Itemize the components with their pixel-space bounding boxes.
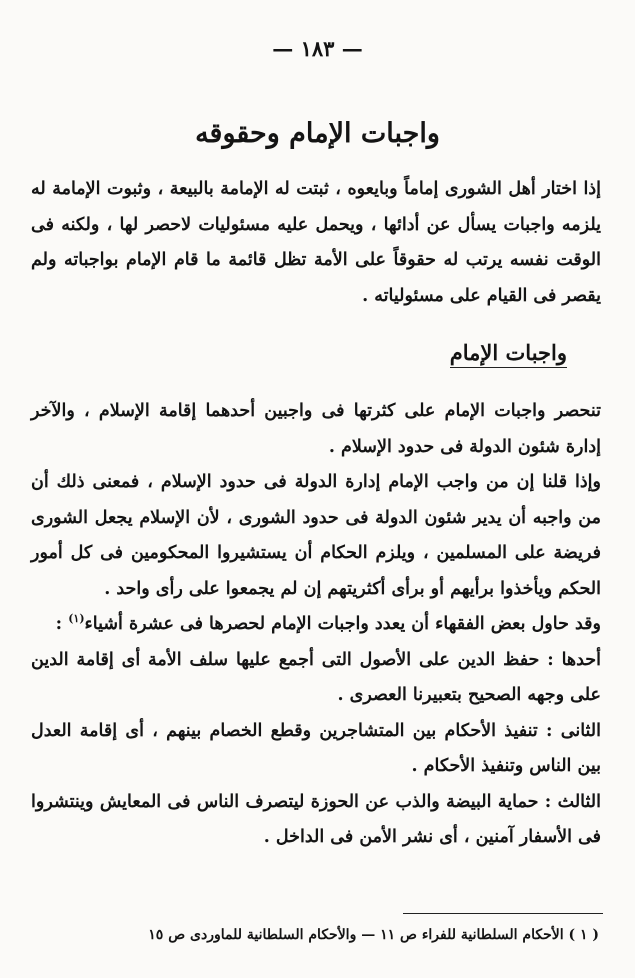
section-heading: واجبات الإمام xyxy=(450,340,567,368)
paragraph-shura xyxy=(31,465,601,607)
paragraph-text: أحدها : حفظ الدين على الأصول التى أجمع عليها سلف الأمة أى إقامة الدين على وجهه الصحيح بتعبيرنا العصرى . xyxy=(31,649,601,705)
paragraph-text: تنحصر واجبات الإمام على كثرتها فى واجبين أحدهما إقامة الإسلام ، والآخر إدارة شئون الدولة فى حدود الإسلام . xyxy=(31,401,601,457)
paragraph-text: وإذا قلنا إن من واجب الإمام إدارة الدولة فى حدود الإسلام ، فمعنى ذلك أن من واجبه أن يدير شئون الدولة فى حدود الشورى ، لأن الإسلام يجعل الشورى فريضة على المسلمين ، ويلزم الحكام أن يستشيروا المحكومين فى كل أمور الحكم ويأخذوا برأيهم أو برأى أكثريتهم إن لم يجمعوا على رأى واحد . xyxy=(31,472,601,599)
intro-paragraph xyxy=(31,172,601,314)
paragraph-duty-first xyxy=(31,643,601,714)
footnote-reference-marker: (١) xyxy=(68,612,85,626)
paragraph-duty-third xyxy=(31,785,601,856)
paragraph-colon: : xyxy=(55,614,63,634)
intro-paragraph-text: إذا اختار أهل الشورى إماماً وبايعوه ، ثبتت له الإمامة بالبيعة ، وثبوت الإمامة له يلزمه واجبات يسأل عن أدائها ، ويحمل عليه مسئوليات لاحصر لها ، ولكنه فى الوقت نفسه يرتب له حقوقاً على الأمة تظل قائمة ما قام الإمام بواجباته ولم يقصر فى القيام على مسئولياته . xyxy=(31,179,601,306)
paragraph-text: الثالث : حماية البيضة والذب عن الحوزة ليتصرف الناس فى المعايش وينتشروا فى الأسفار آمنين ، أى نشر الأمن فى الداخل . xyxy=(31,791,601,847)
paragraph-duties-summary xyxy=(31,394,601,465)
paragraph-text: الثانى : تنفيذ الأحكام بين المتشاجرين وقطع الخصام بينهم ، أى إقامة العدل بين الناس وتنفيذ الأحكام . xyxy=(31,720,601,776)
footnote-divider xyxy=(403,913,603,914)
paragraph-duty-second xyxy=(31,714,601,785)
duties-text-block xyxy=(31,394,601,856)
paragraph-ten-duties-intro xyxy=(31,607,601,643)
page-number: — ١٨٣ — xyxy=(272,36,363,61)
footnote: ( ١ ) الأحكام السلطانية للفراء ص ١١ — والأحكام السلطانية للماوردى ص ١٥ xyxy=(148,927,599,943)
paragraph-text: وقد حاول بعض الفقهاء أن يعدد واجبات الإمام لحصرها فى عشرة أشياء xyxy=(84,614,601,634)
chapter-title: واجبات الإمام وحقوقه xyxy=(195,118,440,149)
paragraph-with-footnote-ref xyxy=(31,607,601,643)
intro-paragraph-block xyxy=(31,172,601,314)
